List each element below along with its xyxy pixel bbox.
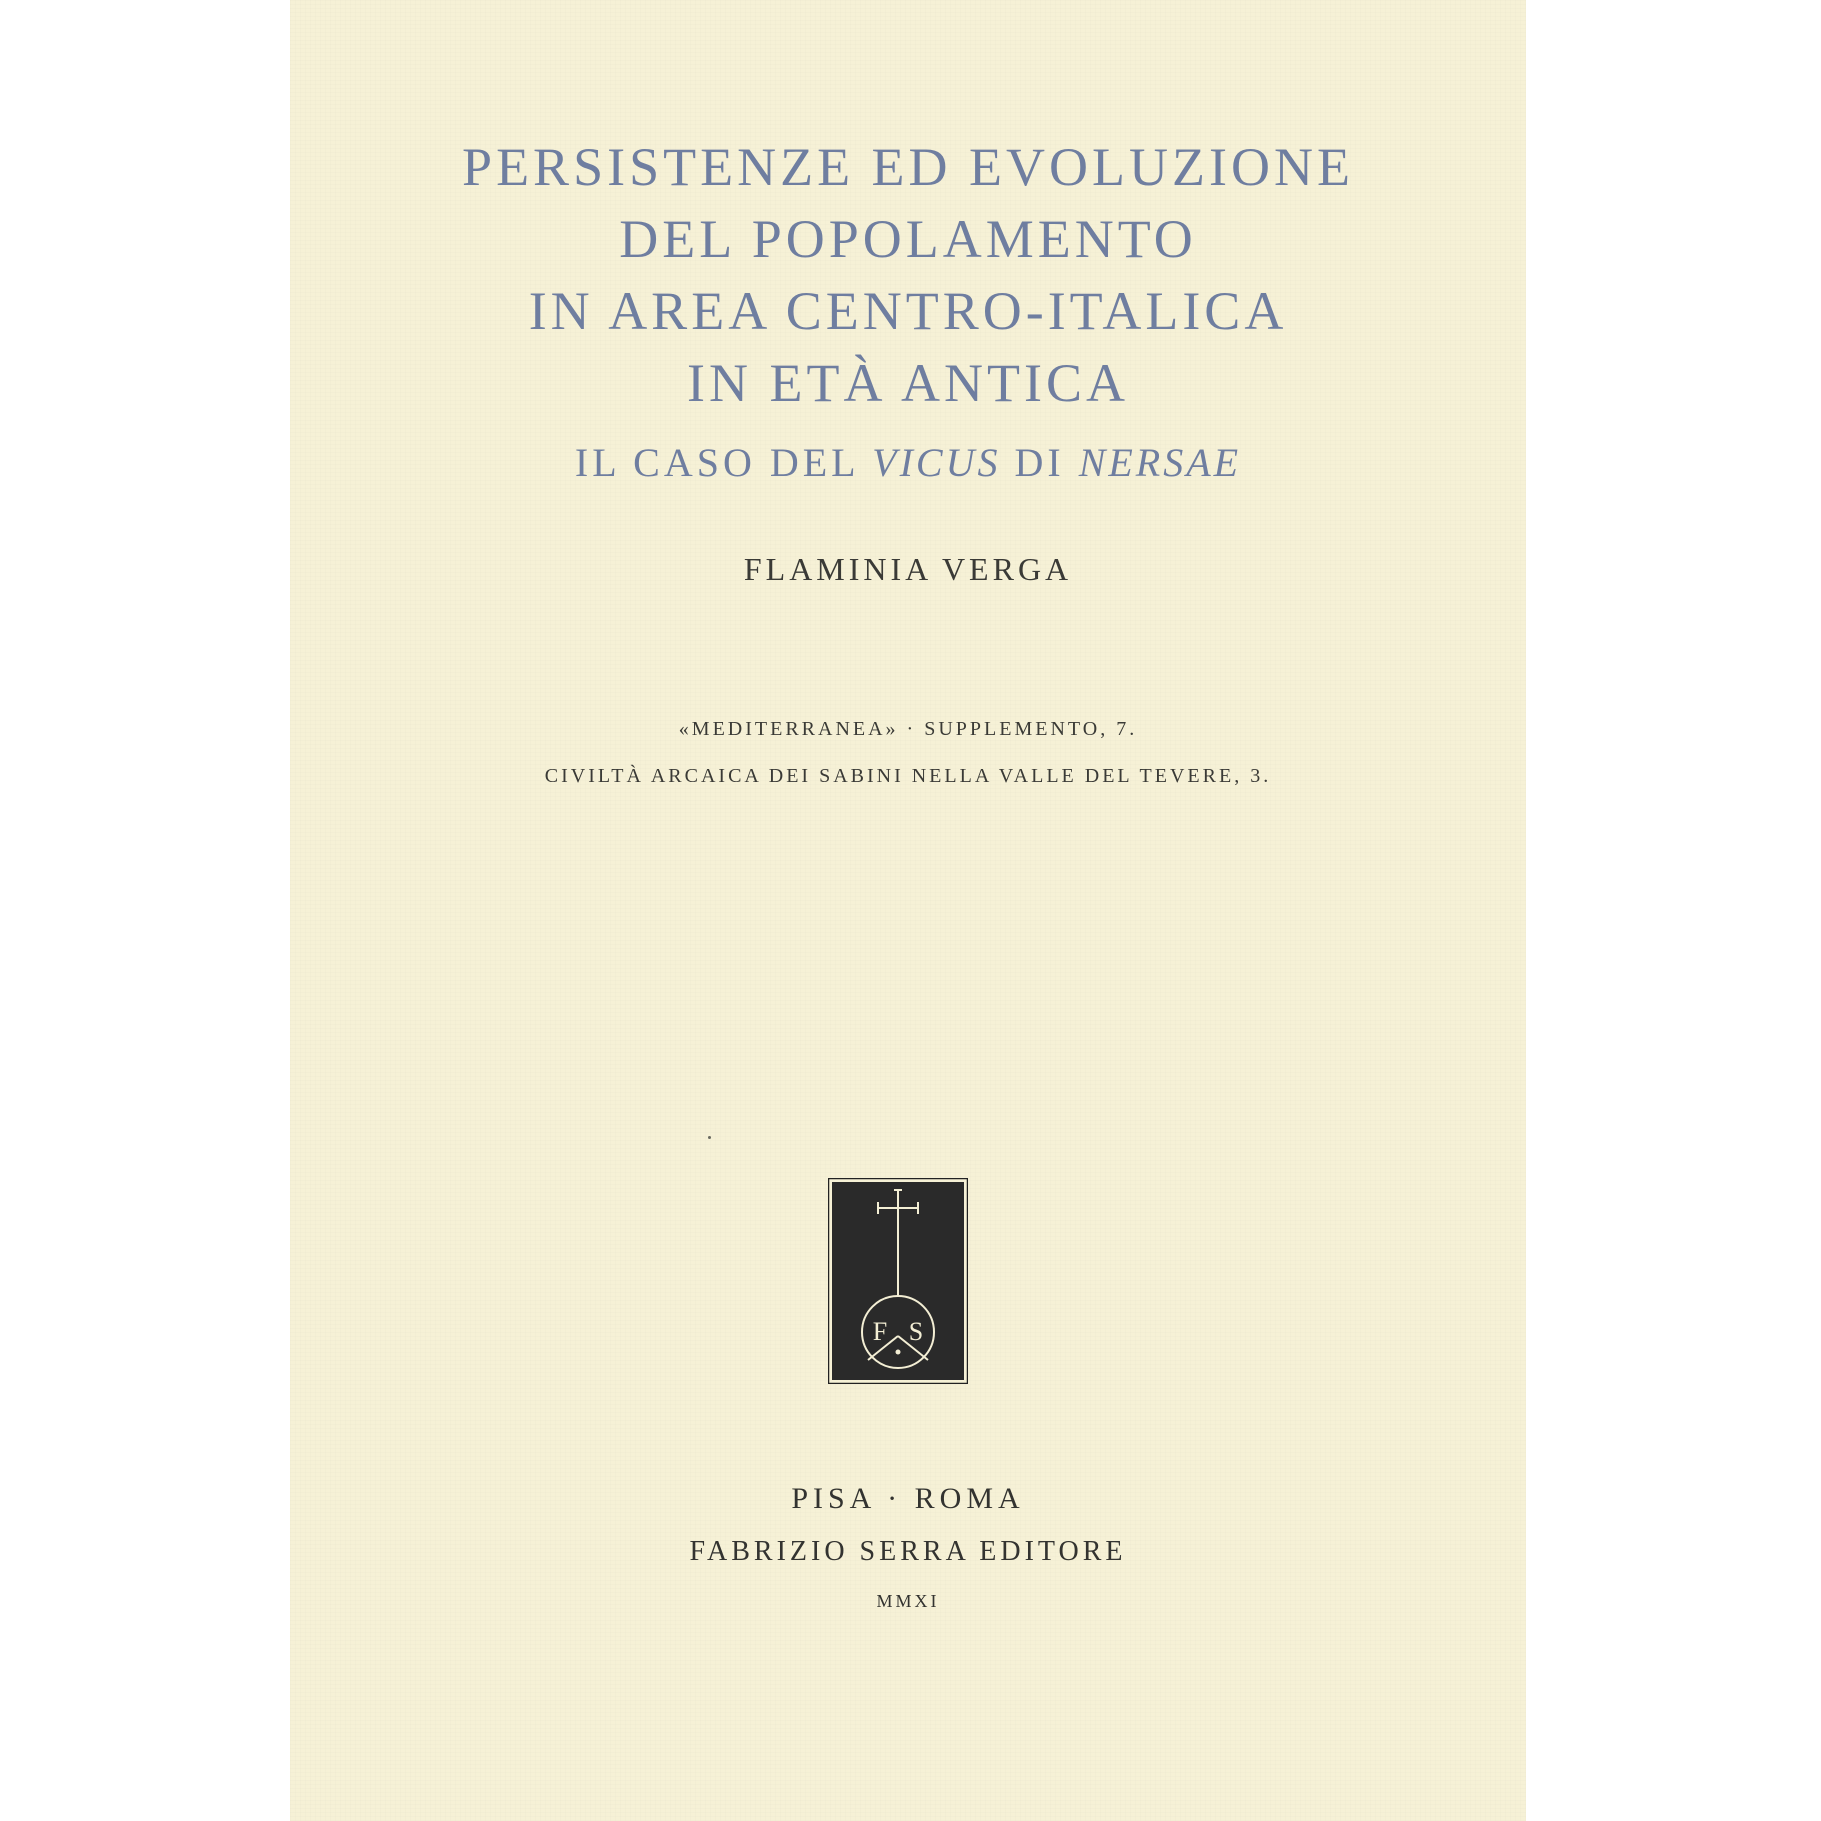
title-line-2: DEL POPOLAMENTO xyxy=(619,209,1197,269)
subtitle-italic-nersae: NERSAE xyxy=(1078,440,1242,485)
publisher-name: FABRIZIO SERRA EDITORE xyxy=(689,1536,1127,1567)
publication-place: PISA · ROMA xyxy=(791,1482,1025,1515)
cross-and-circle-emblem-icon xyxy=(828,1178,968,1384)
subtitle-part-1: IL CASO DEL xyxy=(574,440,873,485)
logo-letter-s: S xyxy=(908,1317,924,1346)
author-name: FLAMINIA VERGA xyxy=(743,551,1073,587)
paper-speck xyxy=(708,1136,711,1139)
subtitle-part-2: DI xyxy=(1000,440,1079,485)
logo-letter-f: F xyxy=(872,1317,888,1346)
series-line-1: «MEDITERRANEA» · SUPPLEMENTO, 7. xyxy=(678,718,1138,740)
title-line-1: PERSISTENZE ED EVOLUZIONE xyxy=(462,137,1354,197)
publication-year: MMXI xyxy=(876,1591,940,1611)
book-cover xyxy=(290,0,1526,1821)
title-line-4: IN ETÀ ANTICA xyxy=(687,353,1129,413)
series-line-2: CIVILTÀ ARCAICA DEI SABINI NELLA VALLE DEL TEVERE, 3. xyxy=(544,765,1272,787)
subtitle-italic-vicus: VICUS xyxy=(872,440,1001,485)
title-line-3: IN AREA CENTRO-ITALICA xyxy=(528,281,1288,341)
subtitle xyxy=(290,440,1526,485)
